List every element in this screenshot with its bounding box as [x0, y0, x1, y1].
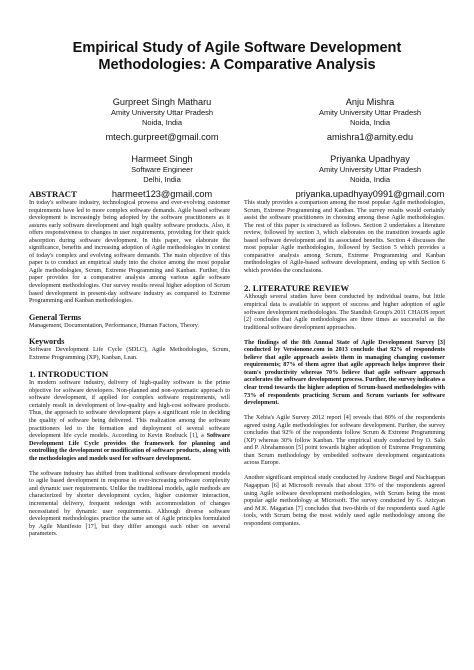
author-name: Harmeet Singh [131, 154, 193, 164]
introduction-paragraph-1 [29, 380, 230, 463]
author-name: Priyanka Upadhyay [330, 154, 410, 164]
keywords-text: Software Development Life Cycle (SDLC), Agile Methodologies, Scrum, Extreme Programming (XP), Kanban, Lean. [29, 347, 230, 361]
paper-title [20, 40, 454, 74]
author-affiliation: Amity University Uttar Pradesh [110, 108, 214, 117]
author-email[interactable]: mtech.gurpreet@gmail.com [105, 132, 219, 143]
author-name: Anju Mishra [345, 97, 395, 107]
author-email[interactable]: priyanka.upadhyay0991@gmail.com [295, 189, 445, 200]
literature-review-heading: 2. LITERATURE REVIEW [244, 283, 350, 294]
author-location: Noida, India [349, 118, 391, 128]
author-location: Noida, India [141, 118, 183, 128]
general-terms-heading: General Terms [29, 312, 82, 322]
author-email[interactable]: amishra1@amity.edu [326, 132, 414, 143]
introduction-heading: 1. INTRODUCTION [29, 369, 109, 380]
literature-paragraph-3: The Xebia's Agile Survey 2012 report [4] reveals that 80% of the respondents agreed using Agile methodologies for software development. Further, the survey concludes that 92% of the respondents follow Scrum & Extreme Programming (XP) whereas 30% follow Kanban. The empirical study conducted by O. Salo and P. Abrahamsson [5] point towards higher adoption of Extreme Programming than Scrum methodology by embedded software development organizations across Europe. [244, 415, 445, 467]
author-affiliation: Software Engineer [131, 165, 193, 174]
author-name: Gurpreet Singh Matharu [112, 97, 212, 107]
title-line-1: Empirical Study of Agile Software Development [72, 40, 402, 56]
author-location: Delhi, India [143, 175, 181, 185]
author-block-4 [284, 153, 456, 200]
author-block-1 [87, 96, 237, 143]
literature-paragraph-2: The findings of the 8th Annual State of Agile Development Survey [3] conducted by Versionone.com in 2013 conclude that 92% of respondents believe that agile approach assists them in managing changing customer requirements; 87% of them agree that agile approach helps improve their team's productivity whereas 70% believe that agile software approach accelerates the software development process. Further, the survey indicates a clear trend towards the higher adoption of Scrum-based methodologies with 73% of respondents practicing Scrum and Scrum variants for software development. [244, 339, 445, 407]
intro-p1-text: In modern software industry, delivery of high-quality software is the prime objective for software developers. Non-planned and non-systematic approach to software development, if applied for complex software requirements, will certainly result in development of low-quality and high-cost software products. Thus, the approach to software development plays a significant role in deciding the quality of software being delivered. This realization among the software practitioners led to the formation and deployment of several software development life cycle models. According to Kevin Roebuck [1], a [29, 380, 230, 440]
right-column [244, 200, 445, 528]
author-affiliation: Amity University Uttar Pradesh [318, 108, 422, 117]
literature-paragraph-1: Although several studies have been conducted by individual teams, but little empirical data is available in support of success and higher adoption of agile software development methodologies. The Standish Group's 2011 CHAOS report [2] concludes that Agile methodologies are three times as successful as the traditional software development approaches. [244, 294, 445, 331]
author-location: Noida, India [349, 175, 391, 185]
literature-paragraph-4: Another significant empirical study conducted by Andrew Begel and Nachiappan Nagappan [6] at Microsoft reveals that about 33% of the respondents agreed using Agile software development methodologies, with Scrum being the most popular agile methodology at Microsoft. The survey conducted by G. Azizyan and M.K. Magarian [7] concludes that two-thirds of the respondents used Agile tools, with Scrum being the most widely used agile methodology among the respondent companies. [244, 475, 445, 527]
author-affiliation: Amity University Uttar Pradesh [318, 165, 422, 174]
intro-p1-bold-text: Software Development Life Cycle provides the framework for planning and controlling the development or modification of software products, along with the methodologies and models used for software development. [29, 433, 230, 462]
intro-continued-paragraph: This study provides a comparison among the most popular Agile methodologies, Scrum, Extreme Programming and Kanban. The survey results would certainly assist the software practitioners in choosing among these Agile methodologies. The rest of this paper is structured as follows. Section 2 undertakes a literature review, followed by section 3, which elaborates on the transition towards agile based software development and its associated benefits. Section 4 discusses the most popular Agile methodologies, followed by Section 5 which provides a comparative analysis among Scrum, Extreme Programming and Kanban methodologies of Agile-based software development, ending up with Section 6 which provides the conclusions. [244, 200, 445, 274]
keywords-heading: Keywords [29, 337, 65, 347]
introduction-paragraph-2: The software industry has shifted from traditional software development models to agile based development in response to ever-increasing software complexity and dynamic user requirements. Unlike the traditional models, agile methods are characterized by shorter development cycles, higher customer interaction, incremental delivery, frequent redesign with accommodation of changes necessitated by dynamic user requirements. Although diverse software development methodologies practice the same set of Agile principles formulated by Agile Manifesto [17], but they differ amongst each other on several parameters. [29, 470, 230, 538]
title-line-2: Methodologies: A Comparative Analysis [98, 57, 376, 73]
abstract-text: In today's software industry, technological prowess and ever-evolving customer requirements have led to more complex software demands. Agile based software development is increasingly being adopted by the software practitioners as it assures early software development and high quality software products. Also, it offers responsiveness to changes in user requirements, providing for their quick absorption during software development. In this paper, we elaborate the significance, benefits and increasing adoption of Agile methodologies in context of today's complex and evolving software demands. The main objective of this paper is to conduct an empirical study into the choice among the most popular Agile methodologies, Scrum, Extreme Programming and Kanban. Further, this paper provides for a comparative analysis among various agile software development methodologies. Our survey results reveal higher adoption of Scrum based development in present-day software industry as compared to Extreme Programming and Kanban methodologies. [29, 200, 230, 305]
abstract-heading: ABSTRACT [29, 189, 77, 199]
left-column [29, 189, 230, 539]
author-block-2 [305, 96, 435, 143]
general-terms-text: Management, Documentation, Performance, Human Factors, Theory. [29, 322, 200, 329]
author-email[interactable]: harmeet123@gmail.com [111, 189, 213, 200]
